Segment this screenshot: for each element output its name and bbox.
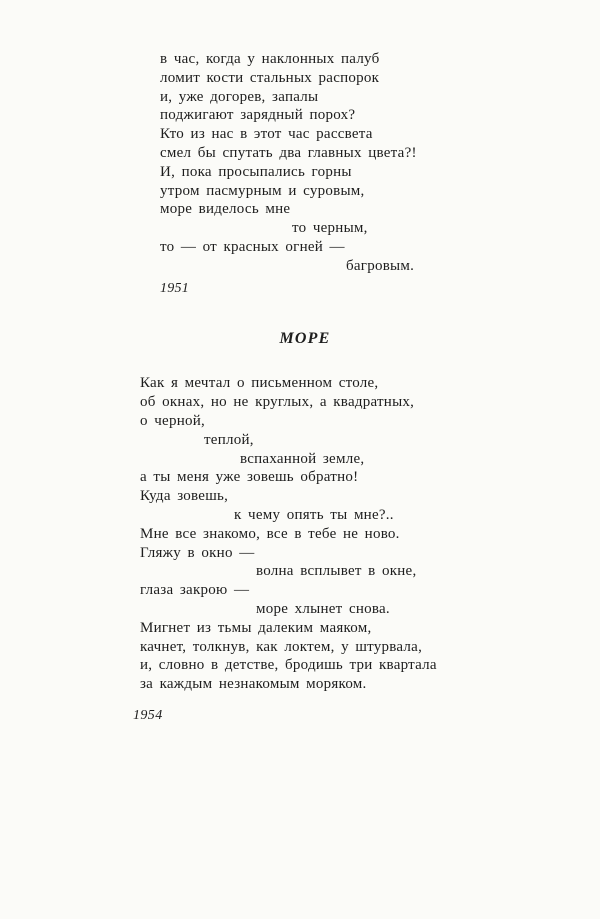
poem-line: Гляжу в окно — (140, 544, 255, 561)
poem-line: за каждым незнакомым моряком. (140, 676, 367, 693)
poem-line: смел бы спутать два главных цвета?! (160, 144, 417, 161)
poem-previous-ending (160, 50, 600, 298)
poem-line: багровым. (346, 257, 415, 274)
poem-line: и, уже догорев, запалы (160, 88, 319, 105)
poem-line: волна всплывет в окне, (256, 563, 417, 580)
poem-lines (160, 50, 600, 298)
poem-line: теплой, (204, 431, 254, 448)
poem-line: глаза закрою — (140, 582, 250, 599)
poem-line: ломит кости стальных распорок (160, 69, 380, 86)
poem-line: а ты меня уже зовешь обратно! (140, 469, 359, 486)
poem-line: Мне все знакомо, все в тебе не ново. (140, 525, 400, 542)
poem-line: Мигнет из тьмы далеким маяком, (140, 619, 372, 636)
poem-line: в час, когда у наклонных палуб (160, 51, 380, 67)
poem-line: и, словно в детстве, бродишь три квартала (140, 657, 437, 674)
poem-line: то — от красных огней — (160, 238, 345, 255)
poem-line: вспаханной земле, (240, 450, 365, 467)
poem-line: об окнах, но не круглых, а квадратных, (140, 394, 415, 411)
poem-line: качнет, толкнув, как локтем, у штурвала, (140, 638, 423, 655)
poem-line: то черным, (292, 220, 368, 237)
poem-title: МОРЕ (279, 330, 331, 348)
poem-more (133, 330, 470, 724)
poem-line: к чему опять ты мне?.. (234, 506, 394, 523)
poem-line: И, пока просыпались горны (160, 163, 352, 180)
poem-line: о черной, (140, 412, 206, 429)
poem-line: утром пасмурным и суровым, (160, 182, 365, 199)
poem-line: Куда зовешь, (140, 488, 229, 505)
poem-line: море хлынет снова. (256, 600, 390, 617)
poem-lines (140, 374, 470, 694)
poem-line: море виделось мне (160, 201, 291, 218)
poem-line: поджигают зарядный порох? (160, 107, 356, 124)
poem-year: 1954 (133, 707, 163, 723)
poem-line: Как я мечтал о письменном столе, (140, 375, 379, 392)
poem-line: Кто из нас в этот час рассвета (160, 126, 373, 143)
poem-line: 1951 (160, 280, 189, 296)
